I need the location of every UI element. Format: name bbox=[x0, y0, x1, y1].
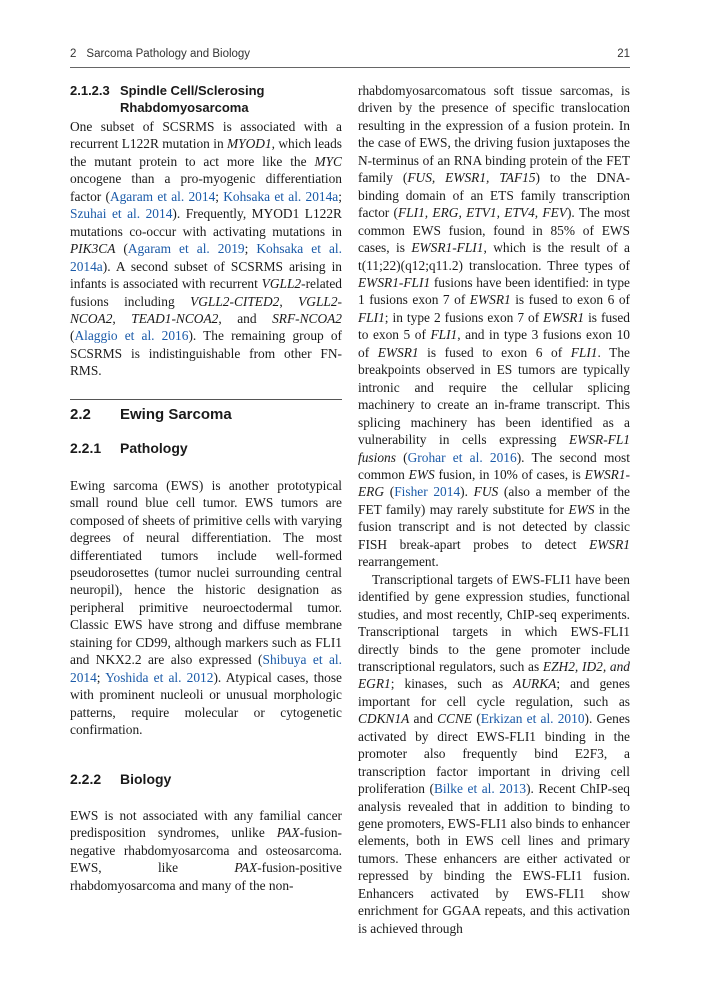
text: ). bbox=[460, 484, 474, 500]
text: ). The second most common bbox=[358, 449, 630, 482]
gene-name: MYOD1 bbox=[227, 136, 272, 152]
paragraph-pathology bbox=[70, 477, 342, 739]
text: fusions have been identified: in type 1 fusions exon 7 of bbox=[358, 274, 630, 308]
text: is fused to exon 6 of bbox=[510, 292, 630, 308]
gene-name: PAX bbox=[234, 860, 258, 876]
gene-name: VGLL2-NCOA2 bbox=[70, 293, 343, 326]
text: , bbox=[112, 310, 132, 326]
text: ; bbox=[338, 188, 342, 204]
text: , which leads the mutant protein to act more like the bbox=[70, 136, 342, 169]
citation-link[interactable]: Agaram et al. 2014 bbox=[109, 188, 216, 204]
text: -related fusions including bbox=[70, 276, 342, 309]
paragraph-biology bbox=[70, 807, 342, 894]
subsubsection-number: 2.1.2.3 bbox=[70, 83, 110, 98]
gene-name: EWSR-FL1 fusions bbox=[358, 432, 630, 465]
text: and bbox=[409, 711, 438, 727]
subsubsection-title-line2: Rhabdomyosarcoma bbox=[120, 100, 249, 115]
section-heading bbox=[70, 406, 342, 423]
text: , which is the result of a t(11;22)(q12;q11.2) translocation. Three types of bbox=[358, 240, 630, 273]
citation-link[interactable]: Shibuya et al. 2014 bbox=[70, 652, 343, 685]
text: rhabdomyosarcomatous soft tissue sarcomas, is driven by the presence of specific translocation resulting in the expression of a fusion protein. In the case of EWS, the driving fusion juxtaposes the N-terminus of an RNA binding protein of the FET family ( bbox=[358, 83, 630, 186]
gene-name: FUS bbox=[473, 484, 499, 500]
gene-name: EWS bbox=[568, 501, 595, 517]
text: , bbox=[279, 293, 299, 309]
text: EWS is not associated with any familial cancer predisposition syndromes, unlike bbox=[70, 807, 342, 841]
running-head bbox=[70, 46, 630, 68]
gene-name: VGLL2 bbox=[261, 276, 302, 292]
citation-link[interactable]: Erkizan et al. 2010 bbox=[480, 711, 585, 727]
text: ( bbox=[395, 449, 408, 465]
gene-name: SRF-NCOA2 bbox=[272, 310, 342, 326]
text: Transcriptional targets of EWS-FLI1 have been identified by gene expression studies, functional studies, and most recently, ChIP-seq experiments. Transcriptional targets in which EWS-FLI1 directly binds to the gene promoter include transcriptional regulators, such as bbox=[358, 571, 630, 674]
citation-link[interactable]: Fisher 2014 bbox=[394, 484, 461, 500]
text: , and in type 3 fusions exon 10 of bbox=[358, 327, 631, 360]
subsubsection-heading bbox=[70, 82, 342, 116]
text: One subset of SCSRMS is associated with a recurrent L122R mutation in bbox=[70, 119, 342, 152]
text: ). The most common EWS fusion, found in 85% of EWS cases, is bbox=[358, 205, 631, 256]
gene-name: AURKA bbox=[513, 676, 557, 692]
text: is fused to exon 5 of bbox=[358, 309, 630, 343]
text: ; bbox=[244, 241, 257, 257]
subsection-number: 2.2.1 bbox=[70, 440, 102, 457]
text: , and bbox=[218, 310, 273, 326]
text: Ewing sarcoma (EWS) is another prototypical small round blue cell tumor. EWS tumors are composed of sheets of primitive cells with varying degrees of neural differentiation. The most differentiated tumors include well-formed pseudorosettes (tumor nuclei surrounding central neuropil), hence the historic designation as peripheral primitive neuroectodermal tumor. Classic EWS have strong and diffuse membrane staining for CD99, although markers such as FLI1 and NKX2.2 are also expressed ( bbox=[70, 477, 342, 668]
subsubsection-title-line1: Spindle Cell/Sclerosing bbox=[120, 83, 265, 98]
subsection-number: 2.2.2 bbox=[70, 770, 102, 787]
paragraph-targets bbox=[358, 571, 630, 938]
left-column bbox=[70, 82, 342, 894]
gene-name: EWSR1 bbox=[543, 309, 585, 325]
text: oncogene than a pro-myogenic differentiation factor ( bbox=[70, 171, 342, 204]
gene-name: FLI1, ERG, ETV1, ETV4, FEV bbox=[398, 205, 567, 221]
gene-name: EWSR1 bbox=[589, 536, 630, 552]
text: ). A second subset of SCSRMS arising in infants is associated with recurrent bbox=[70, 258, 342, 292]
gene-name: EWSR1-ERG bbox=[358, 466, 631, 500]
running-head-left bbox=[70, 48, 250, 60]
gene-name: FLI1 bbox=[430, 327, 458, 343]
gene-name: EWSR1 bbox=[377, 344, 419, 360]
gene-name: EWSR1 bbox=[469, 292, 511, 308]
gene-name: CDKN1A bbox=[358, 711, 410, 727]
section-title: Ewing Sarcoma bbox=[120, 405, 232, 423]
section-number: 2.2 bbox=[70, 405, 91, 423]
right-column bbox=[358, 82, 630, 937]
citation-link[interactable]: Alaggio et al. 2016 bbox=[74, 328, 189, 344]
text: ; bbox=[215, 188, 224, 204]
gene-name: FUS, EWSR1, TAF15 bbox=[407, 170, 536, 186]
text: -fusion-positive rhabdomyosarcoma and many of the non- bbox=[70, 860, 342, 893]
text: ). The remaining group of SCSRMS is indistinguishable from other FN-RMS. bbox=[70, 328, 342, 379]
text: ( bbox=[384, 484, 395, 500]
gene-name: TEAD1-NCOA2 bbox=[131, 310, 219, 326]
text: rearrangement. bbox=[358, 554, 439, 570]
gene-name: EWS bbox=[408, 466, 435, 482]
citation-link[interactable]: Yoshida et al. 2012 bbox=[105, 669, 214, 685]
paragraph-fusions bbox=[358, 82, 630, 571]
text: ( bbox=[70, 328, 75, 344]
text: ; and genes important for cell cycle regulation, such as bbox=[358, 676, 630, 709]
citation-link[interactable]: Kohsaka et al. 2014a bbox=[70, 241, 342, 274]
citation-link[interactable]: Agaram et al. 2019 bbox=[127, 241, 245, 257]
gene-name: CCNE bbox=[437, 711, 473, 727]
gene-name: FLI1 bbox=[570, 344, 598, 360]
text: ) to the DNA-binding domain of an ETS family transcription factor ( bbox=[358, 170, 631, 221]
citation-link[interactable]: Grohar et al. 2016 bbox=[407, 449, 517, 465]
text: ). Genes activated by direct EWS-FLI1 binding in the promoter also frequently bind E2F3, a transcription factor important in driving cell proliferation ( bbox=[358, 711, 630, 797]
text: fusion, in 10% of cases, is bbox=[434, 466, 585, 482]
gene-name: EZH2, ID2, and EGR1 bbox=[358, 658, 631, 692]
gene-name: EWSR1-FLI1 bbox=[411, 240, 484, 256]
citation-link[interactable]: Bilke et al. 2013 bbox=[433, 781, 527, 797]
text: ). Recent ChIP-seq analysis revealed that in addition to binding to gene promoters, EWS-FLI1 also binds to enhancer elements, both in EWS cell lines and primary tumors. These enhancers are either activated or repressed by binding the EWS-FLI1 fusion. Enhancers activated by EWS-FLI1 show enrichment for GGAA repeats, and this activation is achieved through bbox=[358, 781, 630, 936]
gene-name: EWSR1-FLI1 bbox=[358, 274, 431, 290]
text: . The breakpoints observed in ES tumors are typically intronic and require the cellular splicing machinery to create an in-frame transcript. This splicing machinery has been identified as a vulnerability in cells expressing bbox=[358, 344, 630, 448]
chapter-number: 2 bbox=[70, 48, 77, 60]
page-number: 21 bbox=[617, 48, 630, 60]
gene-name: VGLL2-CITED2 bbox=[190, 293, 280, 309]
text: ; bbox=[96, 669, 106, 685]
text: ( bbox=[472, 711, 481, 727]
text: in the fusion transcript and is not detected by classic FISH break-apart probes to detect bbox=[358, 501, 630, 552]
text: ; kinases, such as bbox=[390, 676, 514, 692]
gene-name: MYC bbox=[314, 153, 342, 169]
subsubsection-title bbox=[120, 82, 342, 116]
text: -fusion-negative rhabdomyosarcoma and osteosarcoma. EWS, like bbox=[70, 825, 342, 876]
gene-name: FLI1 bbox=[358, 309, 385, 325]
header-rule bbox=[70, 67, 630, 68]
citation-link[interactable]: Kohsaka et al. 2014a bbox=[223, 188, 339, 204]
subsection-heading bbox=[70, 771, 342, 788]
chapter-title: Sarcoma Pathology and Biology bbox=[86, 48, 251, 60]
paragraph-scsrms bbox=[70, 118, 342, 380]
citation-link[interactable]: Szuhai et al. 2014 bbox=[70, 206, 173, 222]
text: (also a member of the FET family) may rarely substitute for bbox=[358, 484, 630, 517]
gene-name: PIK3CA bbox=[70, 241, 116, 257]
text: ). Frequently, MYOD1 L122R mutations co-occur with activating mutations in bbox=[70, 206, 342, 239]
subsection-heading bbox=[70, 440, 342, 457]
text: ). Atypical cases, those with prominent nucleoli or unusual morphologic patterns, require molecular or cytogenetic confirmation. bbox=[70, 669, 343, 738]
subsection-title: Pathology bbox=[120, 440, 188, 457]
subsection-title: Biology bbox=[120, 770, 172, 787]
text: ( bbox=[115, 241, 128, 257]
gene-name: PAX bbox=[276, 825, 300, 841]
text: is fused to exon 6 of bbox=[418, 344, 571, 360]
text: ; in type 2 fusions exon 7 of bbox=[384, 309, 544, 325]
